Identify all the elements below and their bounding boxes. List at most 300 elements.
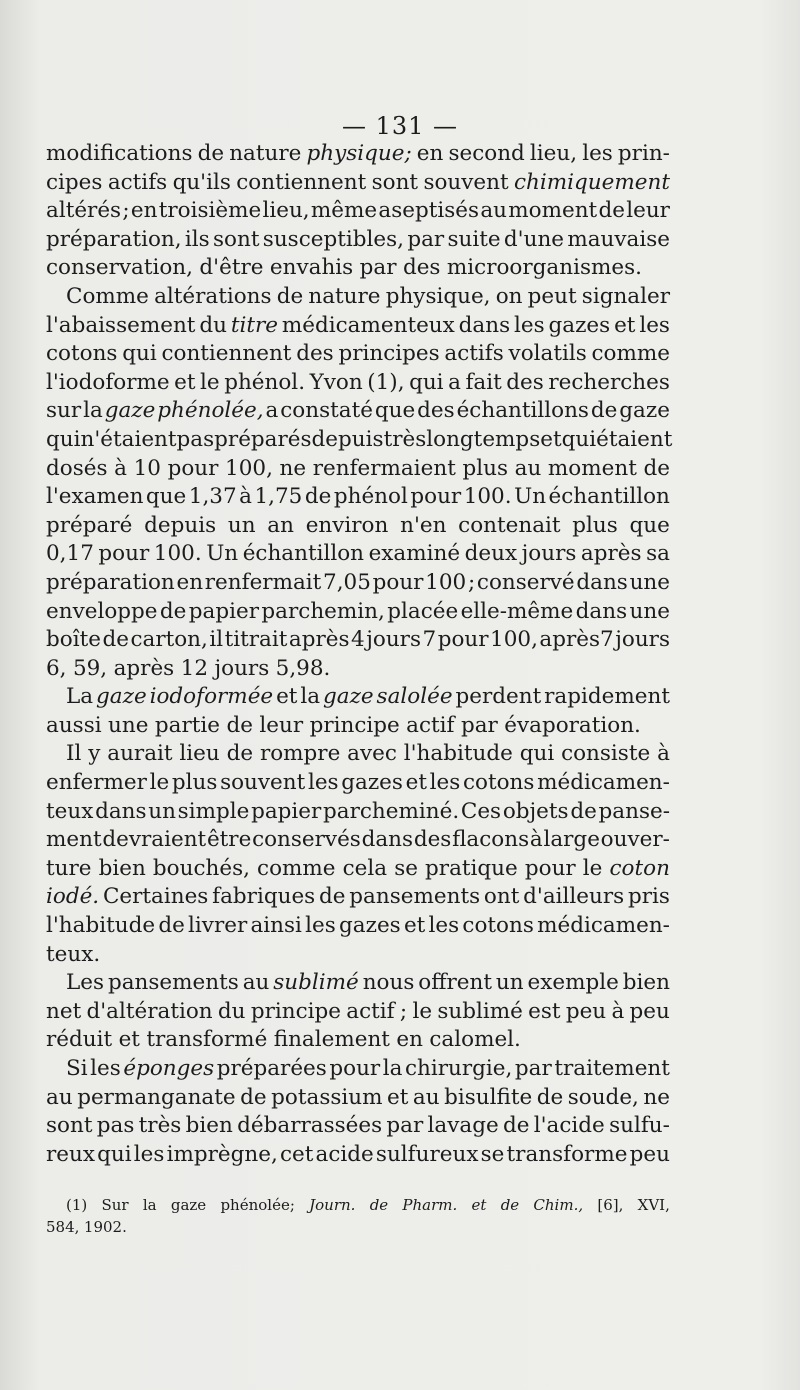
word: les bbox=[90, 1056, 121, 1081]
word: altérés bbox=[46, 198, 122, 224]
word: des bbox=[417, 398, 455, 424]
word: volatils bbox=[508, 341, 587, 367]
word: XVI, bbox=[637, 1196, 670, 1214]
word: l'habitude bbox=[403, 741, 513, 767]
word: contiennent bbox=[236, 169, 367, 195]
word: salolée bbox=[376, 684, 453, 710]
word: en bbox=[416, 141, 444, 166]
word: Journ. bbox=[309, 1196, 356, 1214]
word: 6, bbox=[46, 655, 67, 681]
word: leur bbox=[259, 712, 304, 738]
word: pris bbox=[627, 884, 670, 910]
word: boîte bbox=[46, 627, 101, 653]
word: gazes bbox=[548, 312, 611, 338]
word: depuis bbox=[144, 512, 217, 538]
word: pour bbox=[410, 484, 462, 510]
word: et bbox=[614, 312, 636, 338]
word: de bbox=[500, 1196, 520, 1214]
word: papier bbox=[251, 798, 322, 824]
word: à bbox=[611, 998, 625, 1024]
word: médicamen- bbox=[537, 913, 670, 939]
word: altérations bbox=[154, 283, 272, 309]
word: pratique bbox=[425, 855, 518, 881]
word: principes bbox=[338, 341, 440, 367]
word: dans bbox=[575, 598, 628, 624]
word: de bbox=[276, 283, 304, 309]
word: les bbox=[582, 141, 613, 166]
word: en bbox=[396, 1027, 423, 1053]
word: dosés bbox=[46, 455, 108, 481]
word: à bbox=[239, 484, 252, 510]
word: après bbox=[580, 541, 642, 567]
body-line bbox=[46, 798, 670, 827]
word: cet bbox=[279, 1141, 314, 1167]
word: bien bbox=[185, 1113, 233, 1139]
word: au bbox=[412, 1084, 440, 1110]
word: pour bbox=[167, 455, 219, 481]
word: longtemps bbox=[426, 426, 541, 452]
word: environ bbox=[305, 512, 389, 538]
word: sublimé bbox=[273, 970, 359, 996]
word: aussi bbox=[46, 712, 102, 738]
word: étaient bbox=[596, 426, 673, 452]
word: l'habitude bbox=[46, 913, 156, 939]
word: 12 bbox=[180, 655, 209, 681]
body-line bbox=[46, 197, 670, 226]
word: 1902. bbox=[83, 1218, 127, 1236]
word: peu bbox=[565, 998, 607, 1024]
word: n'en bbox=[400, 512, 447, 538]
word: iodoformée bbox=[149, 684, 274, 710]
word: chirurgie, bbox=[405, 1056, 513, 1081]
word: dans bbox=[458, 312, 511, 338]
word: très bbox=[383, 426, 427, 452]
word: Sur bbox=[101, 1196, 129, 1214]
word: nature bbox=[308, 283, 381, 309]
word: cela bbox=[342, 855, 388, 881]
word: être bbox=[206, 827, 252, 853]
word: gaze bbox=[322, 684, 374, 710]
word: pour bbox=[524, 855, 576, 881]
word: les bbox=[639, 312, 670, 338]
word: a bbox=[265, 398, 279, 424]
word: contenait bbox=[458, 512, 561, 538]
body-line bbox=[46, 140, 670, 169]
word: jours bbox=[615, 627, 670, 653]
word: éponges bbox=[123, 1056, 215, 1081]
word: 7,05 bbox=[323, 569, 371, 595]
word: pour bbox=[329, 1056, 381, 1081]
word: peut bbox=[527, 283, 577, 309]
word: d'une bbox=[503, 226, 565, 252]
word: microorganismes. bbox=[446, 255, 642, 281]
word: l'abaissement bbox=[46, 312, 196, 338]
word: acide bbox=[315, 1141, 374, 1167]
word: cotons bbox=[462, 770, 535, 796]
word: qui bbox=[561, 426, 597, 452]
word: permanganate bbox=[77, 1084, 236, 1110]
word: de bbox=[502, 1113, 530, 1139]
word: la bbox=[382, 1056, 403, 1081]
word: des bbox=[402, 255, 441, 281]
word: gaze bbox=[96, 684, 147, 710]
word: bouchés, bbox=[152, 855, 250, 881]
word: sont bbox=[213, 226, 260, 252]
word: teux. bbox=[46, 941, 101, 967]
body-line bbox=[46, 826, 670, 855]
word: lieu, bbox=[529, 141, 578, 166]
word: en bbox=[130, 198, 158, 224]
word: des bbox=[296, 341, 334, 367]
word: évaporation. bbox=[504, 712, 641, 738]
word: cotons bbox=[46, 341, 118, 367]
word: par bbox=[359, 255, 397, 281]
word: Ces bbox=[460, 798, 502, 824]
word: après bbox=[288, 627, 350, 653]
word: nature bbox=[229, 141, 302, 166]
word: livrer bbox=[188, 913, 248, 939]
word: conservé bbox=[476, 569, 575, 595]
word: Il bbox=[66, 741, 82, 767]
word: échantillon bbox=[242, 541, 365, 567]
word: la bbox=[83, 398, 103, 424]
word: conservés bbox=[252, 827, 361, 853]
word: y bbox=[88, 741, 101, 767]
word: partie bbox=[154, 712, 221, 738]
word: les bbox=[305, 913, 336, 939]
word: une bbox=[108, 712, 149, 738]
word: contiennent bbox=[161, 341, 292, 367]
footnote bbox=[46, 1194, 670, 1238]
word: et bbox=[540, 426, 562, 452]
word: cipes bbox=[46, 169, 103, 195]
word: imprègne, bbox=[166, 1141, 278, 1167]
word: moment bbox=[547, 455, 637, 481]
word: lieu, bbox=[262, 198, 310, 224]
body-line bbox=[46, 655, 670, 684]
word: consiste bbox=[561, 741, 651, 767]
word: net bbox=[46, 998, 82, 1024]
word: les bbox=[307, 770, 339, 796]
word: 100, bbox=[225, 455, 273, 481]
word: que bbox=[374, 398, 416, 424]
word: moment bbox=[508, 198, 598, 224]
word: (1) bbox=[66, 1196, 88, 1214]
word: de bbox=[240, 1084, 267, 1110]
word: il bbox=[209, 627, 224, 653]
word: actifs bbox=[107, 169, 168, 195]
word: l'examen bbox=[46, 484, 144, 510]
word: plus bbox=[572, 512, 618, 538]
word: nous bbox=[362, 970, 415, 996]
word: se bbox=[480, 1141, 505, 1167]
word: calomel. bbox=[429, 1027, 521, 1053]
word: ils bbox=[184, 226, 210, 252]
word: finalement bbox=[273, 1027, 390, 1053]
word: jours bbox=[214, 655, 270, 681]
word: du bbox=[217, 998, 246, 1024]
word: actif bbox=[346, 998, 395, 1024]
word: traitement bbox=[554, 1056, 670, 1081]
word: renfermaient bbox=[312, 455, 456, 481]
word: sur bbox=[46, 398, 82, 424]
word: enfermer bbox=[46, 770, 147, 796]
body-line bbox=[46, 712, 670, 741]
word: aurait bbox=[107, 741, 173, 767]
word: souvent bbox=[220, 770, 306, 796]
word: de bbox=[102, 627, 129, 653]
word: les bbox=[514, 312, 545, 338]
word: dans bbox=[576, 569, 628, 595]
word: dans bbox=[95, 798, 147, 824]
word: placée bbox=[387, 598, 459, 624]
word: offrent bbox=[418, 970, 492, 996]
word: le bbox=[149, 770, 170, 796]
word: bien bbox=[622, 970, 670, 996]
word: de bbox=[158, 913, 185, 939]
word: qui bbox=[409, 369, 444, 395]
word: large bbox=[543, 827, 600, 853]
word: et bbox=[387, 1084, 409, 1110]
word: de bbox=[319, 884, 346, 910]
word: la bbox=[300, 684, 321, 710]
word: an bbox=[267, 512, 294, 538]
word: deux bbox=[464, 541, 518, 567]
word: signaler bbox=[581, 283, 670, 309]
word: transforme bbox=[506, 1141, 628, 1167]
word: prin- bbox=[617, 141, 670, 166]
word: mauvaise bbox=[567, 226, 670, 252]
word: fabriques bbox=[212, 884, 316, 910]
word: aseptisés bbox=[378, 198, 480, 224]
body-line bbox=[46, 512, 670, 541]
body-line bbox=[46, 969, 670, 998]
word: de bbox=[226, 741, 254, 767]
word: 10 bbox=[133, 455, 161, 481]
word: Chim., bbox=[533, 1196, 584, 1214]
word: médicamen- bbox=[537, 770, 670, 796]
word: La bbox=[66, 684, 94, 710]
word: de bbox=[369, 1196, 389, 1214]
word: qui bbox=[97, 1141, 132, 1167]
word: médicamenteux bbox=[281, 312, 455, 338]
word: Comme bbox=[66, 283, 149, 309]
body-line bbox=[46, 1055, 670, 1084]
word: 4 bbox=[351, 627, 365, 653]
word: ; bbox=[467, 569, 476, 595]
word: débarrassées bbox=[237, 1113, 383, 1139]
word: titrait bbox=[224, 627, 288, 653]
word: par bbox=[514, 1056, 552, 1081]
word: qui bbox=[519, 741, 555, 767]
body-line bbox=[46, 1084, 670, 1113]
body-line bbox=[46, 1141, 670, 1170]
word: réduit bbox=[46, 1027, 113, 1053]
word: transformé bbox=[146, 1027, 268, 1053]
word: ont bbox=[483, 884, 520, 910]
word: une bbox=[629, 598, 670, 624]
word: envahis bbox=[269, 255, 354, 281]
word: soude, bbox=[567, 1084, 639, 1110]
word: de bbox=[598, 198, 625, 224]
word: pansements bbox=[349, 884, 481, 910]
word: échantillon bbox=[548, 484, 670, 510]
word: sont bbox=[46, 1113, 93, 1139]
word: ouver- bbox=[600, 827, 670, 853]
word: échantillons bbox=[456, 398, 589, 424]
word: le bbox=[200, 369, 220, 395]
word: est bbox=[528, 998, 561, 1024]
body-line bbox=[46, 1112, 670, 1141]
word: pansements bbox=[107, 970, 239, 996]
word: au bbox=[242, 970, 270, 996]
word: physique; bbox=[306, 141, 412, 166]
word: phénolée; bbox=[220, 1196, 295, 1214]
word: préparés bbox=[214, 426, 312, 452]
word: ture bbox=[46, 855, 92, 881]
word: jours bbox=[366, 627, 421, 653]
word: iodé. bbox=[46, 884, 100, 910]
word: ainsi bbox=[250, 913, 302, 939]
word: ne bbox=[643, 1084, 670, 1110]
word: peu bbox=[629, 1141, 670, 1167]
word: potassium bbox=[271, 1084, 383, 1110]
word: elle-même bbox=[460, 598, 574, 624]
word: à bbox=[657, 741, 670, 767]
word: préparation, bbox=[46, 226, 182, 252]
word: et bbox=[174, 369, 196, 395]
word: pour bbox=[437, 627, 489, 653]
word: cotons bbox=[462, 913, 534, 939]
word: par bbox=[460, 712, 498, 738]
word: renfermait bbox=[204, 569, 322, 595]
word: par bbox=[386, 1113, 424, 1139]
body-line bbox=[46, 312, 670, 341]
word: actifs bbox=[444, 341, 504, 367]
word: d'altération bbox=[86, 998, 213, 1024]
word: que bbox=[629, 512, 670, 538]
word: bien bbox=[98, 855, 146, 881]
word: le bbox=[412, 998, 433, 1024]
word: l'acide bbox=[533, 1113, 605, 1139]
word: gaze bbox=[104, 398, 156, 424]
word: examiné bbox=[368, 541, 461, 567]
word: l'iodoforme bbox=[46, 369, 170, 395]
word: ; bbox=[399, 998, 408, 1024]
word: modifications bbox=[46, 141, 193, 166]
word: de bbox=[643, 455, 670, 481]
word: chimiquement bbox=[514, 169, 670, 195]
word: ne bbox=[279, 455, 307, 481]
word: au bbox=[46, 1084, 73, 1110]
word: second bbox=[448, 141, 525, 166]
word: sont bbox=[371, 169, 419, 195]
word: gaze bbox=[170, 1196, 207, 1214]
word: dans bbox=[361, 827, 414, 853]
word: préparé bbox=[46, 512, 133, 538]
word: et bbox=[276, 684, 298, 710]
word: Un bbox=[206, 541, 239, 567]
word: parchemin, bbox=[261, 598, 385, 624]
word: [6], bbox=[597, 1196, 624, 1214]
word: sublimé bbox=[437, 998, 523, 1024]
word: du bbox=[199, 312, 227, 338]
word: recherches bbox=[548, 369, 670, 395]
word: 1,37 bbox=[188, 484, 237, 510]
word: phénol. bbox=[224, 369, 306, 395]
word: carton, bbox=[130, 627, 208, 653]
body-line bbox=[46, 855, 670, 884]
word: de bbox=[197, 141, 225, 166]
word: phénolée, bbox=[157, 398, 264, 424]
word: qu'ils bbox=[172, 169, 231, 195]
word: les bbox=[428, 913, 460, 939]
body-line bbox=[46, 254, 670, 283]
word: lavage bbox=[427, 1113, 499, 1139]
word: au bbox=[480, 198, 507, 224]
word: de bbox=[226, 712, 253, 738]
word: bisulfite bbox=[444, 1084, 533, 1110]
body-line bbox=[46, 941, 670, 970]
word: devraient bbox=[102, 827, 207, 853]
body-line bbox=[46, 540, 670, 569]
word: pas bbox=[96, 1113, 135, 1139]
word: Certaines bbox=[102, 884, 209, 910]
body-line bbox=[46, 598, 670, 627]
word: un bbox=[227, 512, 256, 538]
word: un bbox=[495, 970, 524, 996]
word: sulfureux bbox=[375, 1141, 479, 1167]
word: ; bbox=[122, 198, 130, 224]
word: comme bbox=[257, 855, 336, 881]
word: plus bbox=[462, 455, 508, 481]
word: on bbox=[495, 283, 523, 309]
word: préparées bbox=[216, 1056, 327, 1081]
word: rompre bbox=[259, 741, 341, 767]
word: physique, bbox=[385, 283, 491, 309]
word: principe bbox=[309, 712, 400, 738]
word: phénol bbox=[333, 484, 408, 510]
body-line bbox=[46, 883, 670, 912]
word: papier bbox=[188, 598, 260, 624]
body-line bbox=[46, 769, 670, 798]
word: et bbox=[471, 1196, 487, 1214]
word: des bbox=[506, 369, 544, 395]
word: conservation, bbox=[46, 255, 193, 281]
body-line bbox=[46, 912, 670, 941]
footnote-line bbox=[46, 1194, 670, 1216]
word: enveloppe bbox=[46, 598, 158, 624]
word: suite bbox=[447, 226, 501, 252]
body-line bbox=[46, 169, 670, 198]
body-line bbox=[46, 426, 673, 455]
word: des bbox=[413, 827, 452, 853]
word: objets bbox=[502, 798, 569, 824]
body-line bbox=[46, 397, 670, 426]
word: plus bbox=[171, 770, 218, 796]
word: 100 bbox=[425, 569, 467, 595]
word: reux bbox=[46, 1141, 95, 1167]
word: ment bbox=[46, 827, 102, 853]
word: souvent bbox=[423, 169, 509, 195]
word: troisième bbox=[158, 198, 262, 224]
word: avec bbox=[347, 741, 397, 767]
body-line bbox=[46, 569, 670, 598]
word: Pharm. bbox=[402, 1196, 458, 1214]
body-line bbox=[46, 998, 670, 1027]
body-line bbox=[46, 340, 670, 369]
word: fait bbox=[465, 369, 502, 395]
